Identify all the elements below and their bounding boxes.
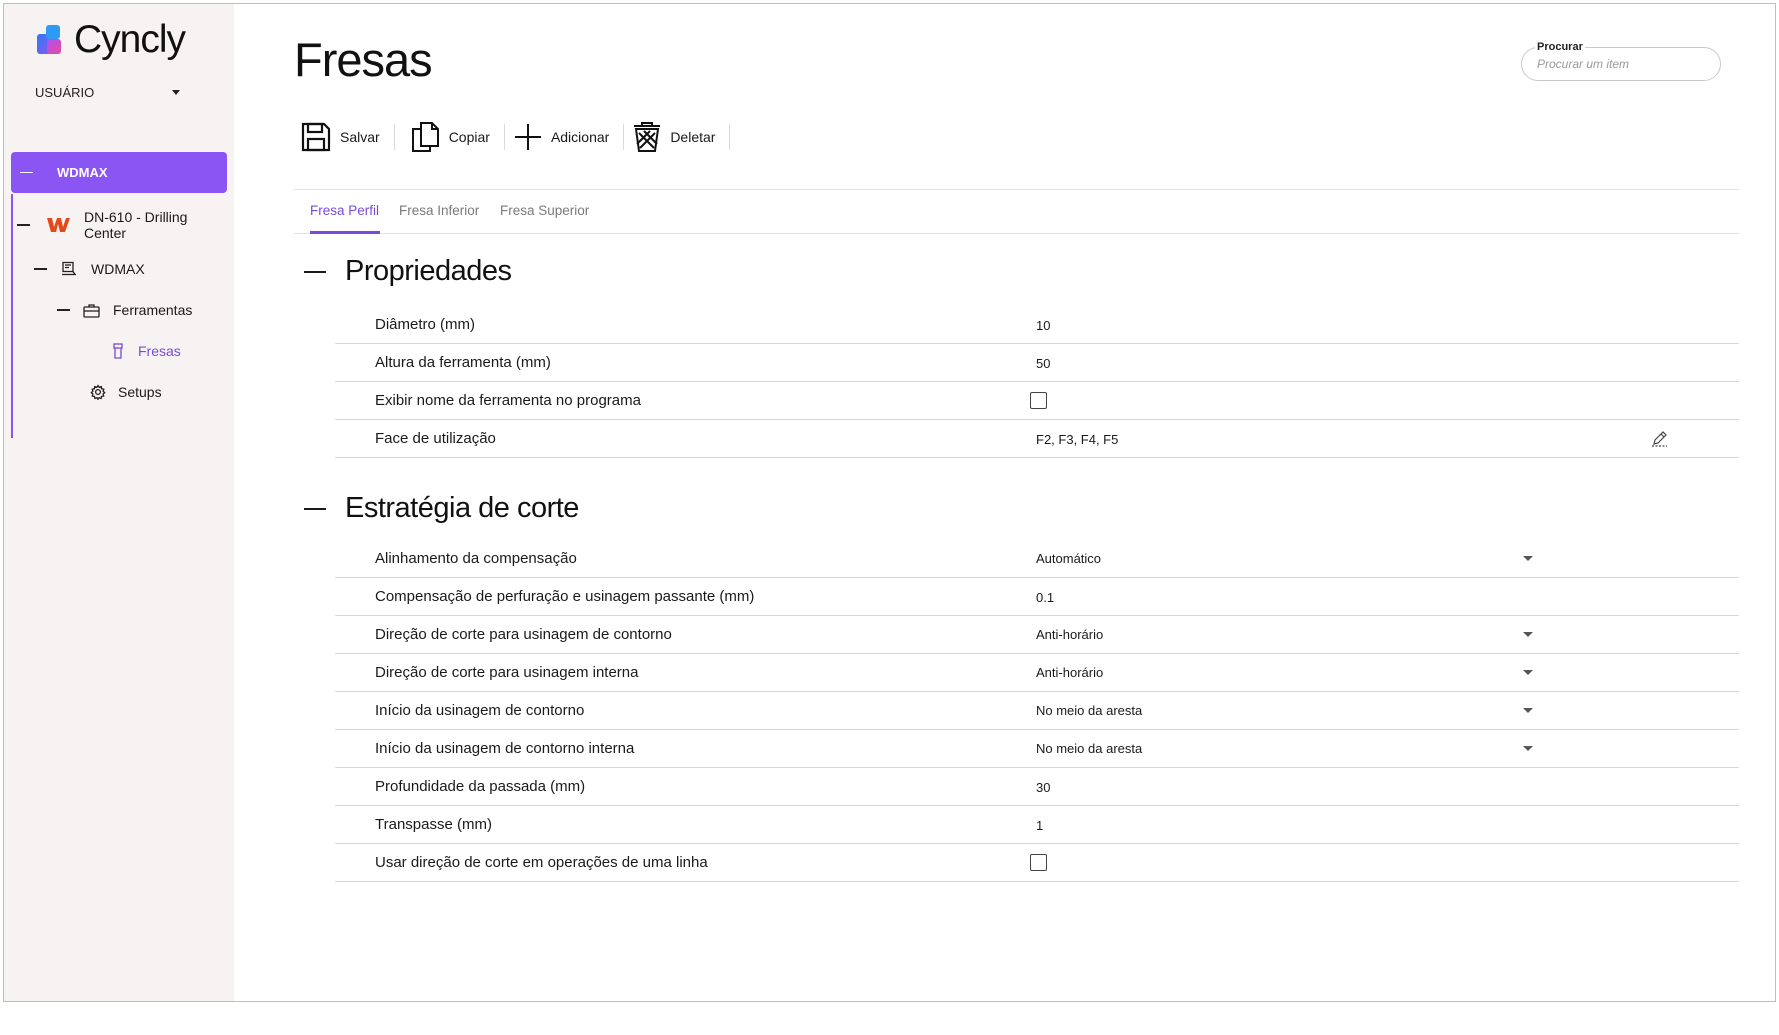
collapse-icon[interactable] [304, 271, 326, 273]
strategy-list [335, 540, 1739, 882]
usage-face-value: F2, F3, F4, F5 [1036, 432, 1119, 447]
delete-label: Deletar [670, 129, 716, 145]
collapse-icon[interactable] [17, 224, 30, 226]
cyncly-logo-icon [36, 24, 68, 56]
show-tool-name-checkbox[interactable] [1030, 392, 1047, 409]
strategy-row-internal-contour-start[interactable] [335, 730, 1739, 768]
tree-item-tools-label: Ferramentas [113, 302, 193, 318]
pass-depth-value[interactable]: 30 [1036, 780, 1051, 795]
collapse-icon[interactable] [20, 172, 33, 174]
toolbar [300, 117, 744, 157]
strategy-row-compensation-alignment[interactable] [335, 540, 1739, 578]
gear-icon [90, 384, 106, 400]
toolbar-divider [394, 124, 395, 150]
property-label: Compensação de perfuração e usinagem passante (mm) [375, 588, 755, 605]
strategy-row-internal-direction[interactable] [335, 654, 1739, 692]
tree-item-tools[interactable] [57, 302, 192, 318]
user-label: USUÁRIO [35, 85, 95, 100]
diameter-value[interactable]: 10 [1036, 318, 1051, 333]
compensation-alignment-select[interactable]: Automático [1036, 551, 1102, 566]
property-label: Início da usinagem de contorno interna [375, 740, 635, 757]
collapse-icon[interactable] [34, 268, 47, 270]
strategy-row-contour-direction[interactable] [335, 616, 1739, 654]
search-label: Procurar [1537, 41, 1583, 53]
tree-item-mills-label: Fresas [138, 343, 181, 359]
property-row-show-tool-name [335, 382, 1739, 420]
tree-item-root[interactable] [11, 152, 227, 193]
strategy-row-contour-start[interactable] [335, 692, 1739, 730]
property-label: Diâmetro (mm) [375, 316, 475, 333]
toolbar-divider [729, 124, 730, 150]
sidebar [4, 4, 234, 1001]
section-strategy-header[interactable] [304, 492, 579, 525]
chevron-down-icon[interactable] [1523, 632, 1533, 637]
property-label: Face de utilização [375, 430, 496, 447]
machine-icon [61, 261, 77, 277]
tree-item-machine-label [84, 209, 187, 241]
tree-item-workshop-label: WDMAX [91, 261, 145, 277]
contour-direction-select[interactable]: Anti-horário [1036, 627, 1104, 642]
tab-fresa-inferior[interactable]: Fresa Inferior [399, 203, 480, 218]
internal-direction-select[interactable]: Anti-horário [1036, 665, 1104, 680]
tool-height-value[interactable]: 50 [1036, 356, 1051, 371]
collapse-icon[interactable] [57, 309, 70, 311]
strategy-row-pass-depth [335, 768, 1739, 806]
brand-logo [36, 18, 185, 62]
tree-item-setups[interactable] [90, 384, 162, 400]
add-label: Adicionar [550, 129, 610, 145]
brand-w-icon [45, 216, 71, 234]
toolbar-divider [623, 124, 624, 150]
property-label: Exibir nome da ferramenta no programa [375, 392, 641, 409]
property-label: Direção de corte para usinagem de contorno [375, 626, 672, 643]
toolbar-divider [504, 124, 505, 150]
strategy-row-drilling-compensation [335, 578, 1739, 616]
overrun-value[interactable]: 1 [1036, 818, 1044, 833]
strategy-row-single-line-direction [335, 844, 1739, 882]
collapse-icon[interactable] [304, 508, 326, 510]
section-properties-title: Propriedades [345, 255, 512, 287]
copy-icon [409, 121, 441, 153]
copy-button[interactable] [409, 117, 490, 157]
mill-tool-icon [112, 343, 124, 359]
property-label: Altura da ferramenta (mm) [375, 354, 551, 371]
tab-fresa-superior[interactable]: Fresa Superior [500, 203, 590, 218]
tab-bar [294, 189, 1739, 234]
app-window [3, 3, 1776, 1002]
toolbox-icon [83, 303, 100, 318]
machine-name-line2: Center [84, 225, 127, 241]
delete-button[interactable] [632, 117, 715, 157]
section-properties-header[interactable] [304, 255, 512, 288]
property-label: Início da usinagem de contorno [375, 702, 585, 719]
tree-item-workshop[interactable] [34, 261, 145, 277]
machine-name-line1: DN-610 - Drilling [84, 209, 188, 225]
drilling-compensation-value[interactable]: 0.1 [1036, 590, 1055, 605]
single-line-direction-checkbox[interactable] [1030, 854, 1047, 871]
property-row-tool-height [335, 344, 1739, 382]
tree-item-mills[interactable] [112, 343, 181, 359]
properties-list [335, 306, 1739, 458]
property-label: Usar direção de corte em operações de uma linha [375, 854, 708, 871]
chevron-down-icon[interactable] [1523, 556, 1533, 561]
property-label: Profundidade da passada (mm) [375, 778, 586, 795]
brand-name: Cyncly [74, 18, 186, 61]
user-dropdown[interactable] [35, 85, 180, 100]
search-box[interactable] [1521, 41, 1721, 81]
copy-label: Copiar [448, 129, 490, 145]
tree-guide-line [11, 194, 13, 438]
property-label: Alinhamento da compensação [375, 550, 577, 567]
save-label: Salvar [340, 129, 380, 145]
section-strategy-title: Estratégia de corte [345, 492, 579, 524]
property-row-diameter [335, 306, 1739, 344]
property-label: Transpasse (mm) [375, 816, 492, 833]
internal-contour-start-select[interactable]: No meio da aresta [1036, 741, 1143, 756]
active-tab-indicator [310, 231, 380, 234]
edit-pencil-icon[interactable] [1651, 430, 1668, 452]
save-button[interactable] [300, 117, 380, 157]
tree-item-setups-label: Setups [118, 384, 162, 400]
page-title: Fresas [294, 33, 432, 86]
strategy-row-overrun [335, 806, 1739, 844]
plus-icon [513, 122, 543, 152]
save-icon [300, 121, 332, 153]
chevron-down-icon[interactable] [1523, 708, 1533, 713]
property-row-usage-face [335, 420, 1739, 458]
tree-item-machine[interactable] [17, 209, 187, 241]
chevron-down-icon [172, 90, 180, 95]
contour-start-select[interactable]: No meio da aresta [1036, 703, 1143, 718]
trash-icon [632, 121, 662, 153]
chevron-down-icon[interactable] [1523, 746, 1533, 751]
tree-item-root-label: WDMAX [57, 165, 108, 180]
property-label: Direção de corte para usinagem interna [375, 664, 639, 681]
add-button[interactable] [513, 117, 609, 157]
chevron-down-icon[interactable] [1523, 670, 1533, 675]
tab-fresa-perfil[interactable]: Fresa Perfil [310, 203, 380, 218]
search-input[interactable] [1537, 57, 1707, 71]
